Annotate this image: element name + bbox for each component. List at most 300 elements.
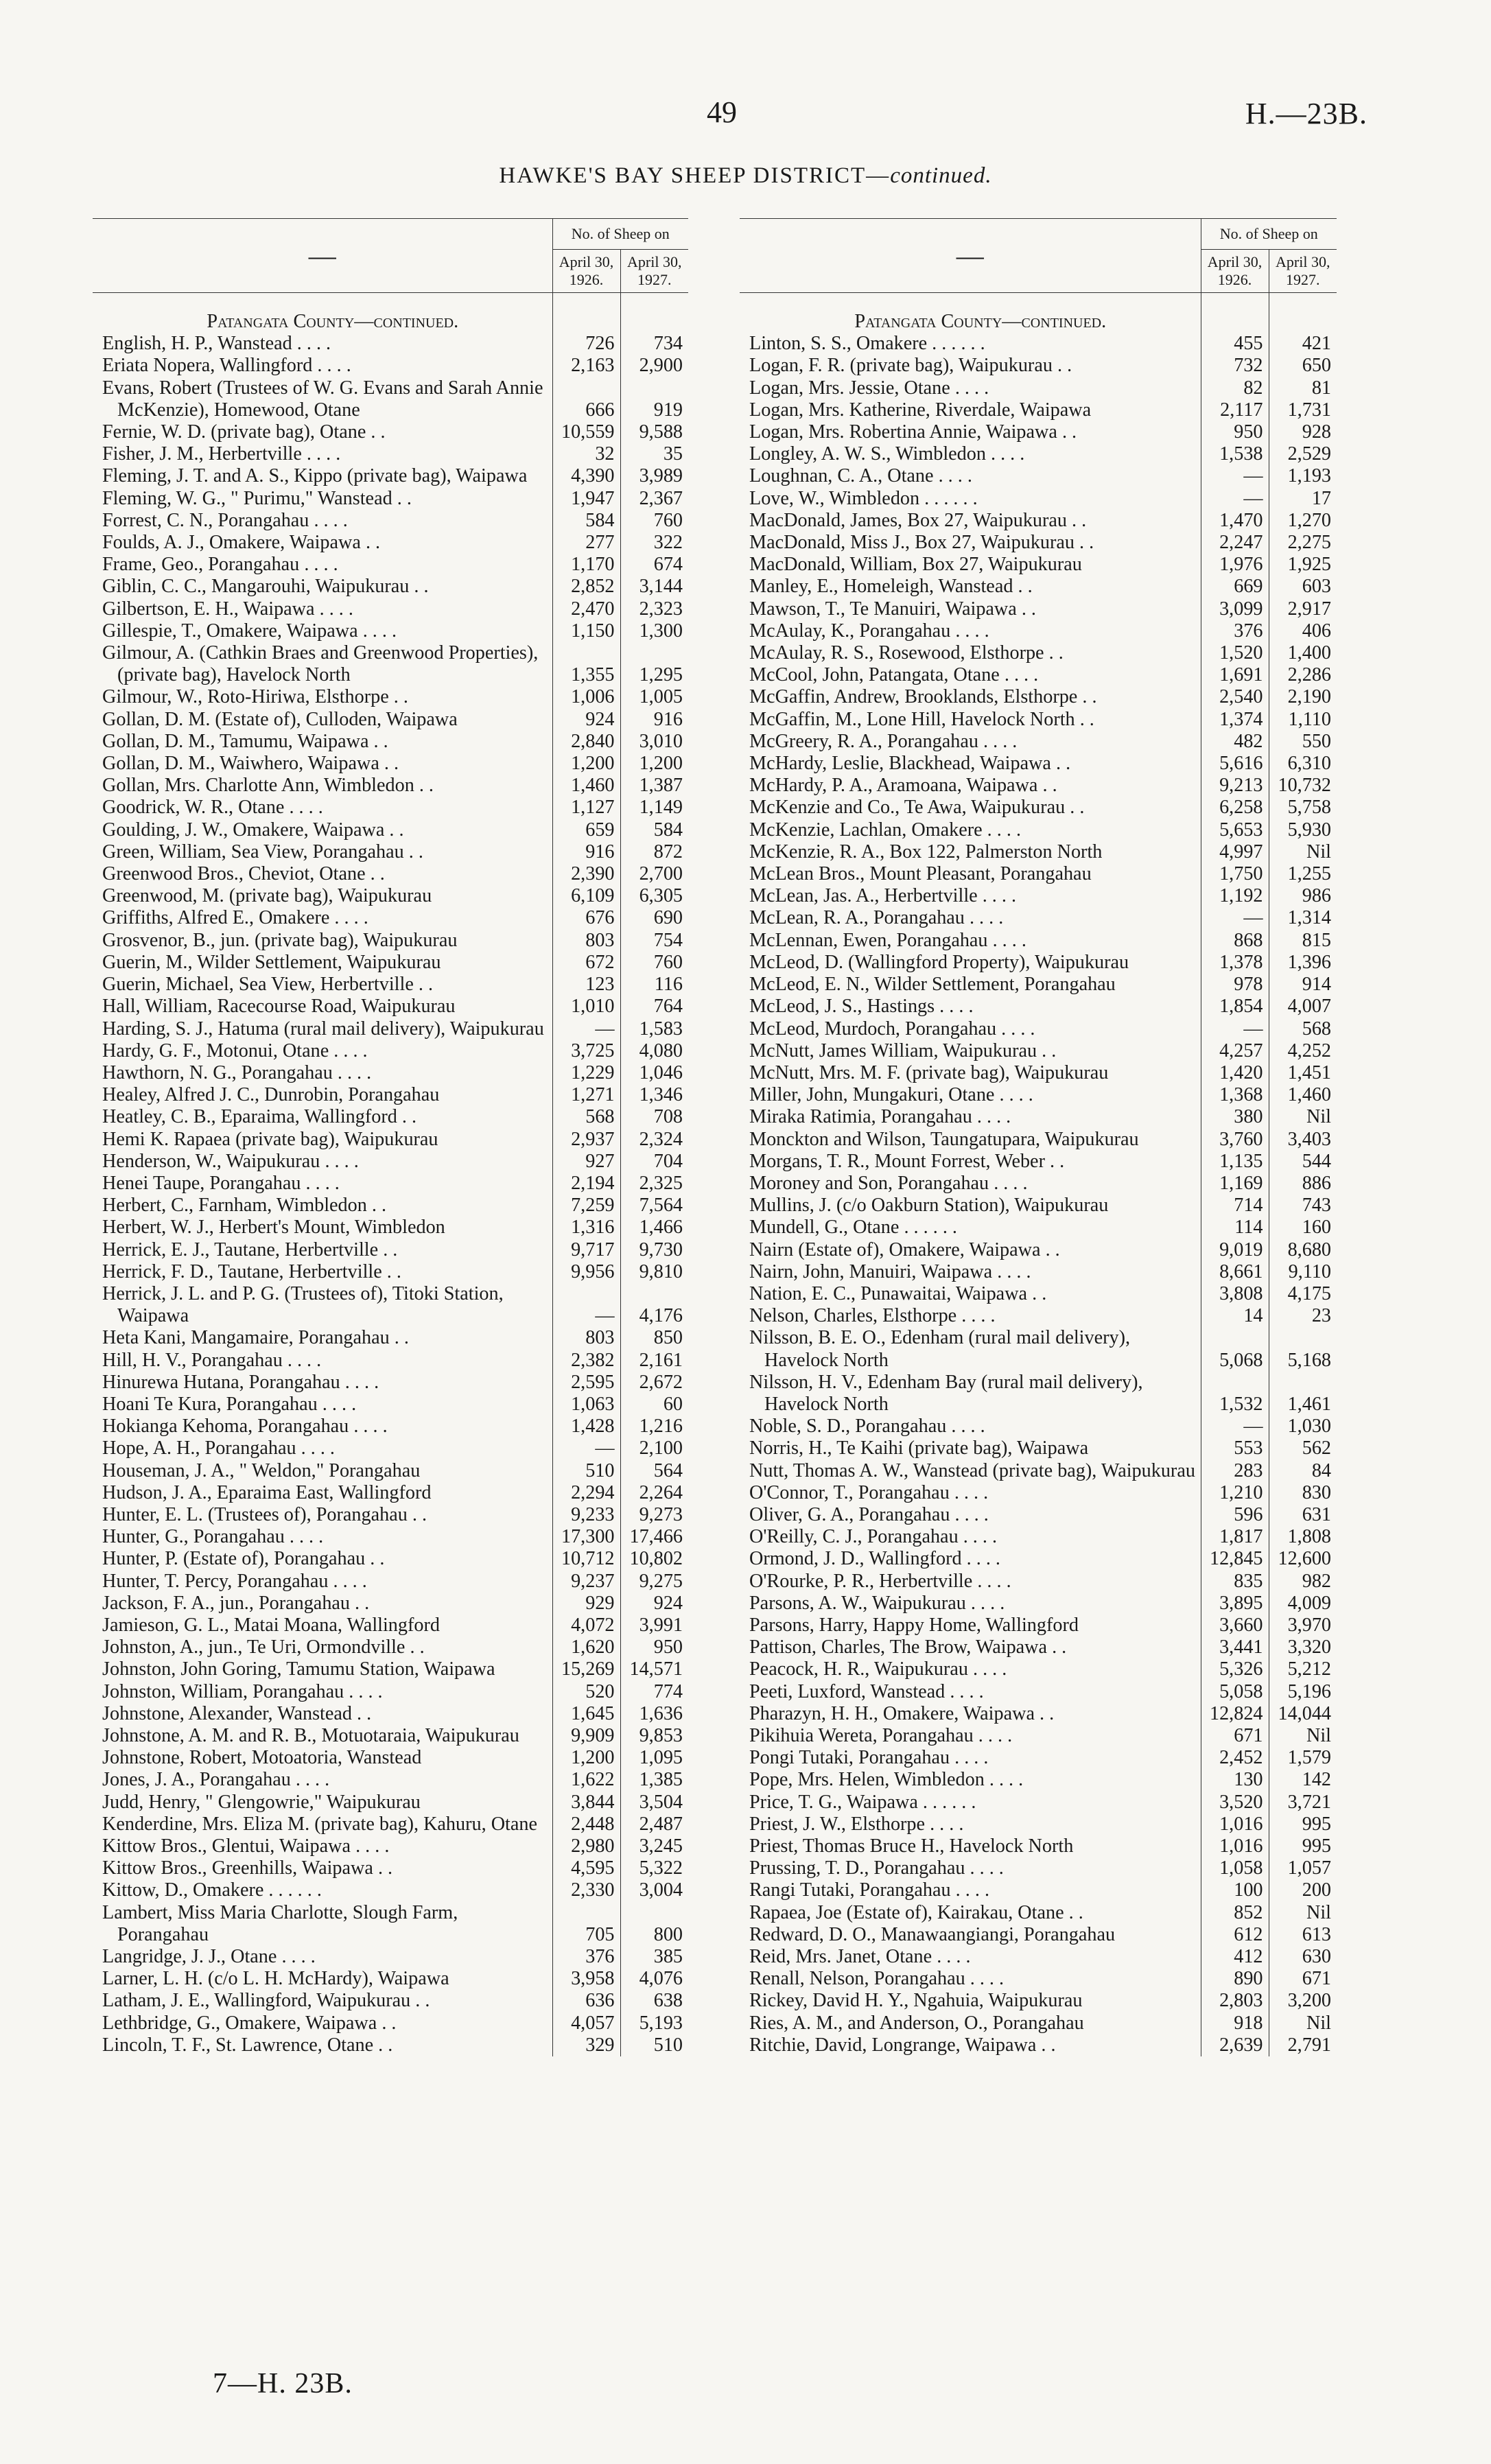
owner-name	[93, 488, 552, 510]
owner-name-text: Kittow, D., Omakere . . . . . .	[102, 1879, 322, 1901]
owner-name-text: Rangi Tutaki, Porangahau . . . .	[749, 1879, 989, 1901]
table-row	[93, 1636, 688, 1658]
table-row	[93, 620, 688, 642]
owner-name-text: MacDonald, Miss J., Box 27, Waipukurau . .	[749, 532, 1094, 554]
sheep-1927: 4,175	[1269, 1283, 1337, 1305]
sheep-1926: 612	[1201, 1924, 1269, 1946]
sheep-1926: 4,997	[1201, 841, 1269, 863]
sheep-1927: 4,080	[620, 1040, 688, 1062]
table-row	[740, 863, 1337, 885]
table-row	[93, 642, 688, 686]
sheep-1926: 114	[1201, 1217, 1269, 1239]
sheep-1926: 5,058	[1201, 1681, 1269, 1703]
sheep-1927: 2,275	[1269, 532, 1337, 554]
owner-name-text: Herrick, J. L. and P. G. (Trustees of), Titoki Station, Waipawa	[102, 1282, 504, 1327]
sheep-1927: 5,196	[1269, 1681, 1337, 1703]
sheep-1927: 3,991	[620, 1615, 688, 1636]
sheep-1926: 1,428	[552, 1416, 620, 1438]
sheep-1927: 1,579	[1269, 1747, 1337, 1769]
owner-name	[740, 1615, 1201, 1636]
owner-name	[740, 1990, 1201, 2012]
table-row	[93, 1416, 688, 1438]
owner-name-text: Monckton and Wilson, Taungatupara, Waipukurau	[749, 1128, 1139, 1150]
owner-name	[740, 1792, 1201, 1814]
owner-name-text: O'Reilly, C. J., Porangahau . . . .	[749, 1526, 998, 1548]
sheep-1926: 659	[552, 819, 620, 841]
sheep-1927: 9,730	[620, 1239, 688, 1261]
owner-name	[93, 1239, 552, 1261]
owner-name	[93, 1504, 552, 1526]
owner-name	[740, 1924, 1201, 1946]
sheep-1926: 2,117	[1201, 399, 1269, 421]
sheep-1927: 3,989	[620, 465, 688, 487]
sheep-1927: 510	[620, 2034, 688, 2056]
table-row	[740, 1769, 1337, 1791]
owner-name	[740, 686, 1201, 708]
sheep-1927: 1,300	[620, 620, 688, 642]
owner-name-text: Nairn, John, Manuiri, Waipawa . . . .	[749, 1260, 1031, 1282]
sheep-1926: 2,639	[1201, 2034, 1269, 2056]
table-row	[740, 664, 1337, 686]
sheep-1927: 2,367	[620, 488, 688, 510]
owner-name	[740, 1879, 1201, 1901]
sheep-1927: Nil	[1269, 841, 1337, 863]
owner-name-text: Pongi Tutaki, Porangahau . . . .	[749, 1747, 989, 1769]
sheep-1927: 1,149	[620, 797, 688, 819]
table-row	[93, 333, 688, 355]
sheep-1926: 1,976	[1201, 554, 1269, 576]
sheep-1927: 986	[1269, 885, 1337, 907]
sheep-1926: —	[1201, 1416, 1269, 1438]
owner-name	[740, 1305, 1201, 1327]
table-row	[93, 1902, 688, 1946]
sheep-1926: 1,210	[1201, 1482, 1269, 1504]
sheep-1927: 23	[1269, 1305, 1337, 1327]
owner-name-text: Judd, Henry, " Glengowrie," Waipukurau	[102, 1791, 421, 1813]
table-row	[93, 952, 688, 974]
sheep-1926: 3,520	[1201, 1792, 1269, 1814]
owner-name	[93, 1593, 552, 1615]
sheep-1927: 2,917	[1269, 598, 1337, 620]
owner-name	[740, 731, 1201, 753]
table-row	[93, 686, 688, 708]
sheep-1926: 2,448	[552, 1814, 620, 1835]
sheep-1927: 2,264	[620, 1482, 688, 1504]
owner-name	[93, 532, 552, 554]
sheep-1926: 868	[1201, 930, 1269, 952]
owner-name	[740, 333, 1201, 355]
sheep-1927: 704	[620, 1151, 688, 1173]
sheep-1926: —	[552, 1438, 620, 1459]
sheep-1926: 950	[1201, 421, 1269, 443]
owner-name-text: Mawson, T., Te Manuiri, Waipawa . .	[749, 598, 1036, 620]
owner-name	[740, 1438, 1201, 1459]
owner-name	[93, 1857, 552, 1879]
owner-name	[740, 841, 1201, 863]
table-row	[93, 930, 688, 952]
sheep-1926: 584	[552, 510, 620, 532]
sheep-1927: 638	[620, 1990, 688, 2012]
owner-name-text: Johnstone, Alexander, Wanstead . .	[102, 1702, 372, 1724]
owner-name-text: Logan, F. R. (private bag), Waipukurau . .	[749, 355, 1072, 377]
sheep-1926: 1,016	[1201, 1814, 1269, 1835]
sheep-1926: 15,269	[552, 1658, 620, 1680]
owner-name	[740, 421, 1201, 443]
owner-name-text: McLean, Jas. A., Herbertville . . . .	[749, 885, 1017, 907]
table-row	[93, 1857, 688, 1879]
sheep-1927: 3,004	[620, 1879, 688, 1901]
owner-name	[93, 1416, 552, 1438]
table-row	[93, 355, 688, 377]
owner-name-text: Kenderdine, Mrs. Eliza M. (private bag), Kahuru, Otane	[102, 1813, 537, 1835]
owner-name	[93, 686, 552, 708]
owner-name-text: Johnstone, A. M. and R. B., Motuotaraia, Waipukurau	[102, 1725, 519, 1746]
owner-name	[93, 1615, 552, 1636]
sheep-1926: 9,717	[552, 1239, 620, 1261]
sheep-1926: 2,294	[552, 1482, 620, 1504]
table-row	[93, 1814, 688, 1835]
sheep-1927: 568	[1269, 1018, 1337, 1040]
sheep-1927: 2,325	[620, 1173, 688, 1195]
table-row	[93, 841, 688, 863]
owner-name-text: Guerin, Michael, Sea View, Herbertville . .	[102, 974, 434, 996]
sheep-1927: 2,100	[620, 1438, 688, 1459]
owner-name	[740, 1129, 1201, 1151]
left-column	[93, 218, 688, 2056]
owner-name-text: Herbert, W. J., Herbert's Mount, Wimbledon	[102, 1217, 445, 1239]
owner-name	[93, 1835, 552, 1857]
sheep-1926: 1,058	[1201, 1857, 1269, 1879]
owner-name	[740, 1681, 1201, 1703]
sheep-1926: 8,661	[1201, 1261, 1269, 1283]
sheep-1927: 35	[620, 443, 688, 465]
sheep-1926: 5,653	[1201, 819, 1269, 841]
sheep-1927: 406	[1269, 620, 1337, 642]
owner-name-text: Herrick, F. D., Tautane, Herbertville . .	[102, 1260, 401, 1282]
owner-name-text: McAulay, K., Porangahau . . . .	[749, 620, 989, 642]
table-row	[740, 1636, 1337, 1658]
sheep-1926: 4,257	[1201, 1040, 1269, 1062]
table-row	[93, 2034, 688, 2056]
owner-name-text: Ormond, J. D., Wallingford . . . .	[749, 1548, 1000, 1570]
table-row	[740, 775, 1337, 797]
sheep-1926: 1,355	[552, 642, 620, 686]
table-row	[740, 1681, 1337, 1703]
sheep-1926: 1,169	[1201, 1173, 1269, 1195]
sheep-1926: 510	[552, 1460, 620, 1482]
sheep-1927: 1,583	[620, 1018, 688, 1040]
table-row	[740, 1327, 1337, 1371]
table-row	[93, 1482, 688, 1504]
sheep-1927: 17	[1269, 488, 1337, 510]
owner-name-text: Johnston, A., jun., Te Uri, Ormondville . .	[102, 1636, 425, 1658]
owner-name-text: Henderson, W., Waipukurau . . . .	[102, 1150, 359, 1172]
sheep-1926: 6,258	[1201, 797, 1269, 819]
owner-name	[740, 465, 1201, 487]
sheep-1926: 2,452	[1201, 1747, 1269, 1769]
owner-name	[93, 1879, 552, 1901]
owner-name	[740, 1261, 1201, 1283]
sheep-1926: 12,845	[1201, 1548, 1269, 1570]
owner-name-text: Guerin, M., Wilder Settlement, Waipukurau	[102, 951, 441, 973]
table-row	[93, 1062, 688, 1084]
table-row	[740, 1571, 1337, 1593]
owner-name	[740, 1946, 1201, 1968]
owner-name	[740, 1327, 1201, 1371]
owner-name-text: Ries, A. M., and Anderson, O., Porangahau	[749, 2012, 1084, 2034]
table-row	[93, 1571, 688, 1593]
table-row	[740, 1968, 1337, 1990]
sheep-1926: 1,691	[1201, 664, 1269, 686]
sheep-1926: 5,068	[1201, 1327, 1269, 1371]
sheep-1927: 1,046	[620, 1062, 688, 1084]
sheep-1926: 2,595	[552, 1372, 620, 1394]
owner-name	[740, 576, 1201, 598]
table-row	[740, 1040, 1337, 1062]
table-row	[740, 1372, 1337, 1416]
table-row	[93, 1504, 688, 1526]
table-row	[93, 819, 688, 841]
owner-name	[93, 974, 552, 996]
sheep-1927: 1,460	[1269, 1084, 1337, 1106]
table-row	[740, 1814, 1337, 1835]
table-row	[740, 333, 1337, 355]
sheep-1927: 1,400	[1269, 642, 1337, 664]
sheep-1926: 3,725	[552, 1040, 620, 1062]
owner-name-text: Hill, H. V., Porangahau . . . .	[102, 1349, 322, 1371]
owner-name	[740, 620, 1201, 642]
owner-name	[740, 532, 1201, 554]
sheep-1927: 4,009	[1269, 1593, 1337, 1615]
table-row	[93, 1681, 688, 1703]
table-row	[740, 1482, 1337, 1504]
owner-name-text: O'Rourke, P. R., Herbertville . . . .	[749, 1570, 1011, 1592]
owner-name	[740, 355, 1201, 377]
document-code: H.—23B.	[1245, 97, 1367, 130]
table-row	[740, 1018, 1337, 1040]
table-row	[740, 510, 1337, 532]
table-row	[93, 996, 688, 1018]
sheep-1926: 9,237	[552, 1571, 620, 1593]
owner-name-text: Rickey, David H. Y., Ngahuia, Waipukurau	[749, 1990, 1083, 2012]
sheep-1926: 32	[552, 443, 620, 465]
sheep-1927: 1,110	[1269, 709, 1337, 731]
owner-name	[93, 1261, 552, 1283]
table-row	[93, 1283, 688, 1327]
owner-name	[740, 1106, 1201, 1128]
sheep-1927: 674	[620, 554, 688, 576]
table-row	[740, 1305, 1337, 1327]
sheep-1926: 1,368	[1201, 1084, 1269, 1106]
table-row	[93, 1239, 688, 1261]
sheep-1926: 1,817	[1201, 1526, 1269, 1548]
sheep-1926: 123	[552, 974, 620, 996]
table-row	[740, 1792, 1337, 1814]
owner-name	[93, 1460, 552, 1482]
sheep-1927: 1,461	[1269, 1372, 1337, 1416]
table-row	[93, 1747, 688, 1769]
table-row	[740, 377, 1337, 399]
sheep-1927: 928	[1269, 421, 1337, 443]
owner-name-text: Hoani Te Kura, Porangahau . . . .	[102, 1393, 357, 1415]
owner-name	[740, 1747, 1201, 1769]
name-column-header: —	[93, 219, 552, 293]
sheep-1927: 1,200	[620, 753, 688, 775]
owner-name-text: Noble, S. D., Porangahau . . . .	[749, 1416, 985, 1438]
owner-name	[740, 1658, 1201, 1680]
owner-name-text: Pikihuia Wereta, Porangahau . . . .	[749, 1725, 1013, 1746]
table-row	[740, 1615, 1337, 1636]
sheep-1927: 1,808	[1269, 1526, 1337, 1548]
owner-name-text: Herrick, E. J., Tautane, Herbertville . .	[102, 1239, 398, 1260]
owner-name	[740, 907, 1201, 929]
table-row	[740, 1195, 1337, 1217]
sheep-1926: 726	[552, 333, 620, 355]
owner-name-text: McLeod, Murdoch, Porangahau . . . .	[749, 1018, 1035, 1040]
sheep-1926: 978	[1201, 974, 1269, 996]
sheep-1926: 9,956	[552, 1261, 620, 1283]
table-row	[740, 797, 1337, 819]
owner-name-text: Pope, Mrs. Helen, Wimbledon . . . .	[749, 1769, 1024, 1791]
sheep-1927: 584	[620, 819, 688, 841]
owner-name	[740, 1416, 1201, 1438]
sheep-1927: 1,636	[620, 1703, 688, 1725]
sheep-count-header: No. of Sheep on	[1201, 219, 1337, 250]
owner-name-text: Parsons, A. W., Waipukurau . . . .	[749, 1592, 1005, 1614]
table-row	[93, 1593, 688, 1615]
owner-name-text: Mullins, J. (c/o Oakburn Station), Waipukurau	[749, 1195, 1109, 1217]
sheep-1927: 4,007	[1269, 996, 1337, 1018]
page-title	[0, 163, 1491, 189]
owner-name-text: Frame, Geo., Porangahau . . . .	[102, 554, 338, 576]
owner-name	[740, 443, 1201, 465]
sheep-1927: 2,190	[1269, 686, 1337, 708]
owner-name-text: Ritchie, David, Longrange, Waipawa . .	[749, 2034, 1056, 2056]
owner-name	[740, 797, 1201, 819]
sheep-1926: 1,420	[1201, 1062, 1269, 1084]
sheep-1927: 919	[620, 377, 688, 421]
owner-name-text: McNutt, James William, Waipukurau . .	[749, 1040, 1057, 1061]
owner-name-text: Priest, J. W., Elsthorpe . . . .	[749, 1813, 964, 1835]
sheep-1927: 385	[620, 1946, 688, 1968]
sheep-1926: 2,840	[552, 731, 620, 753]
sheep-1926: 1,271	[552, 1084, 620, 1106]
owner-name-text: Harding, S. J., Hatuma (rural mail delivery), Waipukurau	[102, 1018, 544, 1040]
owner-name-text: Hall, William, Racecourse Road, Waipukurau	[102, 996, 456, 1018]
owner-name-text: MacDonald, William, Box 27, Waipukurau	[749, 554, 1082, 576]
owner-name	[93, 443, 552, 465]
owner-name	[93, 797, 552, 819]
owner-name-text: Price, T. G., Waipawa . . . . . .	[749, 1791, 976, 1813]
owner-name	[93, 1173, 552, 1195]
sheep-1926: 890	[1201, 1968, 1269, 1990]
sheep-1926: 7,259	[552, 1195, 620, 1217]
table-row	[93, 1394, 688, 1416]
table-row	[740, 1129, 1337, 1151]
table-row	[93, 1835, 688, 1857]
sheep-1927: 4,076	[620, 1968, 688, 1990]
owner-name	[740, 1725, 1201, 1747]
owner-name	[93, 1018, 552, 1040]
sheep-1927: 10,802	[620, 1548, 688, 1570]
sheep-1926: 4,390	[552, 465, 620, 487]
owner-name	[93, 421, 552, 443]
sheep-1926: 3,844	[552, 1792, 620, 1814]
owner-name	[93, 930, 552, 952]
owner-name	[740, 1217, 1201, 1239]
sheep-1927: 200	[1269, 1879, 1337, 1901]
table-row	[740, 1438, 1337, 1459]
sheep-1926: 6,109	[552, 885, 620, 907]
sheep-1926: 1,532	[1201, 1372, 1269, 1416]
owner-name	[93, 510, 552, 532]
table-row	[740, 952, 1337, 974]
owner-name-text: Mundell, G., Otane . . . . . .	[749, 1217, 957, 1239]
owner-name	[740, 1062, 1201, 1084]
table-row	[740, 1151, 1337, 1173]
table-row	[93, 510, 688, 532]
owner-name-text: Griffiths, Alfred E., Omakere . . . .	[102, 907, 368, 929]
sheep-1927: 2,487	[620, 1814, 688, 1835]
owner-name-text: Lambert, Miss Maria Charlotte, Slough Farm, Porangahau	[102, 1901, 458, 1945]
owner-name	[93, 1129, 552, 1151]
owner-name-text: Hudson, J. A., Eparaima East, Wallingford	[102, 1481, 432, 1503]
table-row	[93, 1548, 688, 1570]
table-row	[740, 399, 1337, 421]
owner-name	[93, 1636, 552, 1658]
owner-name	[93, 775, 552, 797]
owner-name	[93, 1658, 552, 1680]
owner-name-text: Hokianga Kehoma, Porangahau . . . .	[102, 1416, 388, 1438]
owner-name	[93, 1548, 552, 1570]
sheep-1927: 3,403	[1269, 1129, 1337, 1151]
table-row	[740, 1084, 1337, 1106]
owner-name	[740, 1548, 1201, 1570]
sheep-1926: 10,559	[552, 421, 620, 443]
table-row	[740, 1703, 1337, 1725]
sheep-1927: 830	[1269, 1482, 1337, 1504]
sheep-1927: 2,323	[620, 598, 688, 620]
sheep-1926: 283	[1201, 1460, 1269, 1482]
owner-name	[740, 377, 1201, 399]
table-row	[93, 465, 688, 487]
owner-name-text: Heatley, C. B., Eparaima, Wallingford . .	[102, 1106, 417, 1128]
sheep-1927: 564	[620, 1460, 688, 1482]
sheep-1926: 12,824	[1201, 1703, 1269, 1725]
table-row	[740, 642, 1337, 664]
sheep-1927: 3,970	[1269, 1615, 1337, 1636]
table-row	[740, 996, 1337, 1018]
owner-name-text: Houseman, J. A., " Weldon," Porangahau	[102, 1459, 421, 1481]
sheep-1926: 4,072	[552, 1615, 620, 1636]
sheep-1927: 2,324	[620, 1129, 688, 1151]
sheep-1926: 1,316	[552, 1217, 620, 1239]
sheep-1926: 924	[552, 709, 620, 731]
sheep-1926: 1,063	[552, 1394, 620, 1416]
sheep-1926: 714	[1201, 1195, 1269, 1217]
owner-name-text: McLeod, J. S., Hastings . . . .	[749, 996, 974, 1018]
owner-name-text: Manley, E., Homeleigh, Wanstead . .	[749, 576, 1033, 598]
table-row	[740, 355, 1337, 377]
owner-name	[93, 753, 552, 775]
table-row	[740, 1946, 1337, 1968]
owner-name	[93, 377, 552, 421]
owner-name-text: Nutt, Thomas A. W., Wanstead (private bag), Waipukurau	[749, 1459, 1195, 1481]
sheep-1926: 277	[552, 532, 620, 554]
sheep-1927: 2,900	[620, 355, 688, 377]
sheep-1927: 743	[1269, 1195, 1337, 1217]
sheep-1926: 1,374	[1201, 709, 1269, 731]
